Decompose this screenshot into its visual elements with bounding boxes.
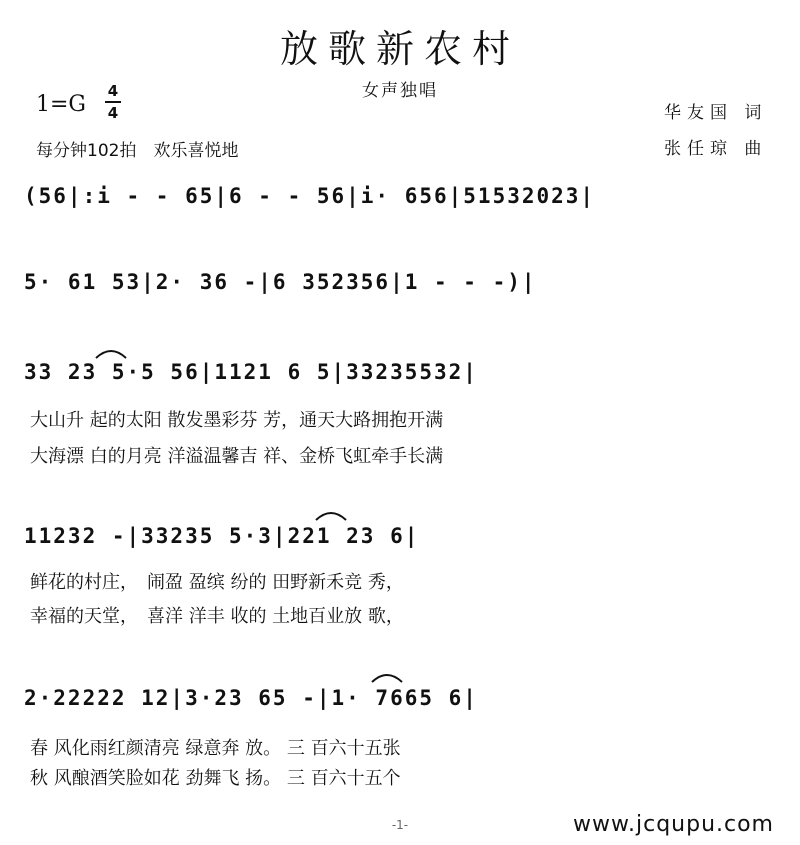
composer-credit: 张任琼 曲 xyxy=(664,139,768,159)
slur-mark xyxy=(370,668,404,684)
time-signature-top: 4 xyxy=(107,82,119,100)
slur-mark xyxy=(314,506,348,522)
score-row-3-lyrics-verse-1: 大山升 起的太阳 散发墨彩芬 芳，通天大路拥抱开满 xyxy=(30,410,444,431)
key-signature: 1=G xyxy=(36,92,87,117)
tempo-marking: 每分钟102拍 欢乐喜悦地 xyxy=(36,141,239,161)
score-row-3-notes: 33 23 5·5 56|1121 6 5|33235532| xyxy=(24,360,478,384)
score-row-2-notes: 5· 61 53|2· 36 -|6 352356|1 - - -)| xyxy=(24,270,537,294)
score-row-5-notes: 2·22222 12|3·23 65 -|1· 7665 6| xyxy=(24,686,478,710)
lyricist-credit: 华友国 词 xyxy=(664,103,768,123)
time-signature xyxy=(104,80,122,124)
performance-type: 女声独唱 xyxy=(362,81,438,101)
score-row-4-notes: 11232 -|33235 5·3|221 23 6| xyxy=(24,524,420,548)
slur-mark xyxy=(94,344,128,360)
score-row-4-lyrics-verse-1: 鲜花的村庄， 闹盈 盈缤 纷的 田野新禾竞 秀， xyxy=(30,572,404,593)
watermark: www.jcqupu.com xyxy=(573,812,774,837)
score-row-5-lyrics-verse-2: 秋 风酿酒笑脸如花 劲舞飞 扬。 三 百六十五个 xyxy=(30,768,401,789)
score-row-3-lyrics-verse-2: 大海漂 白的月亮 洋溢温馨吉 祥、金桥飞虹牵手长满 xyxy=(30,446,444,467)
page-number: -1- xyxy=(391,818,409,832)
score-row-1-notes: (56|:i - - 65|6 - - 56|i· 656|51532023| xyxy=(24,184,596,208)
score-row-4-lyrics-verse-2: 幸福的天堂， 喜洋 洋丰 收的 土地百业放 歌， xyxy=(30,606,404,627)
time-signature-line xyxy=(105,101,121,103)
score-row-5-lyrics-verse-1: 春 风化雨红颜清亮 绿意奔 放。 三 百六十五张 xyxy=(30,738,401,759)
time-signature-bottom: 4 xyxy=(107,104,119,122)
song-title: 放歌新农村 xyxy=(279,27,520,71)
